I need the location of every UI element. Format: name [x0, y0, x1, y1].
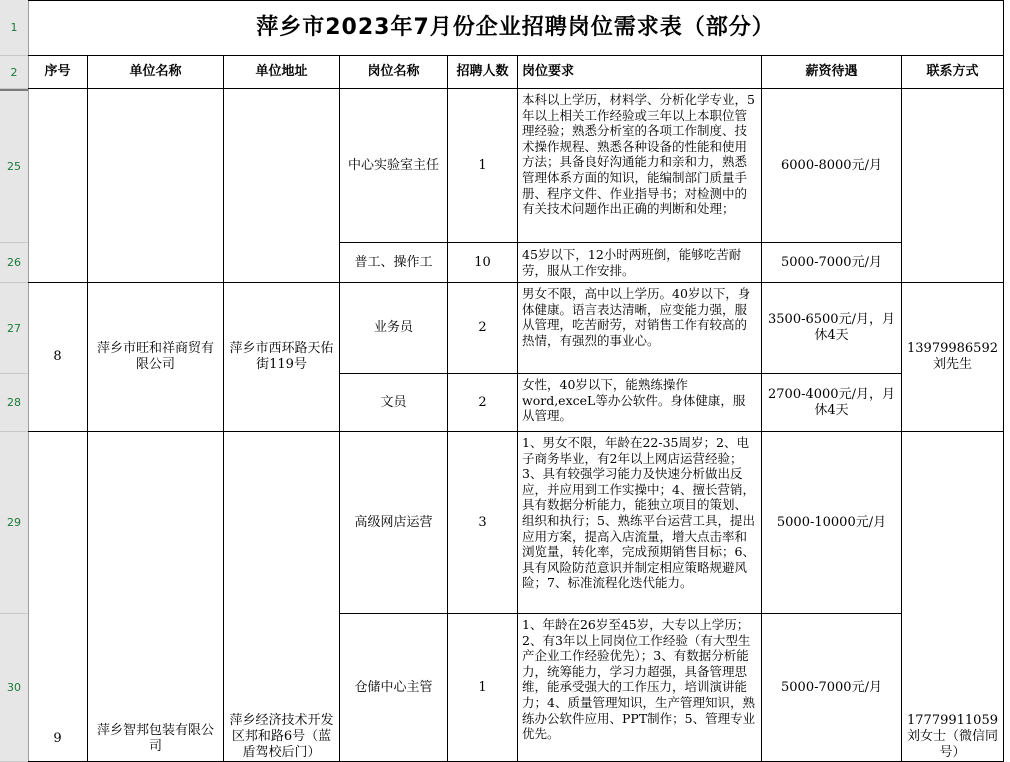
cell-count[interactable]: 10 — [448, 243, 518, 283]
cell-salary[interactable]: 6000-8000元/月 — [762, 89, 902, 243]
cell-position[interactable]: 文员 — [340, 374, 448, 432]
cell-company-prev[interactable] — [88, 89, 224, 283]
header-company[interactable]: 单位名称 — [88, 56, 224, 89]
cell-salary[interactable]: 3500-6500元/月，月休4天 — [762, 283, 902, 374]
cell-position[interactable]: 普工、操作工 — [340, 243, 448, 283]
header-position[interactable]: 岗位名称 — [340, 56, 448, 89]
cell-company[interactable]: 萍乡市旺和祥商贸有限公司 — [88, 283, 224, 432]
cell-requirements[interactable]: 1、男女不限，年龄在22-35周岁；2、电子商务毕业，有2年以上网店运营经验；3、具有较强学习能力及快速分析做出反应，并应用到工作实操中；4、擅长营销，具有数据分析能力，能独立项目的策划、组织和执行；5、熟练平台运营工具，提出应用方案，提高入店流量，增大点击率和浏览量，转化率，完成预期销售目标；6、具有风险防范意识并制定相应策略规避风险；7、标准流程化迭代能力。 — [518, 432, 762, 614]
row-number-26[interactable]: 26 — [0, 243, 28, 283]
cell-salary[interactable]: 5000-7000元/月 — [762, 243, 902, 283]
sheet-title[interactable]: 萍乡市2023年7月份企业招聘岗位需求表（部分） — [28, 0, 1004, 56]
cell-seq[interactable]: 9 — [28, 432, 88, 762]
cell-contact[interactable]: 13979986592刘先生 — [902, 283, 1004, 432]
cell-count[interactable]: 3 — [448, 432, 518, 614]
cell-position[interactable]: 仓储中心主管 — [340, 614, 448, 762]
cell-salary[interactable]: 5000-7000元/月 — [762, 614, 902, 762]
cell-requirements[interactable]: 男女不限，高中以上学历。40岁以下，身体健康。语言表达清晰，应变能力强，服从管理，吃苦耐劳，对销售工作有较高的热情，有强烈的事业心。 — [518, 283, 762, 374]
cell-count[interactable]: 2 — [448, 283, 518, 374]
row-number-27[interactable]: 27 — [0, 283, 28, 374]
row-number-28[interactable]: 28 — [0, 374, 28, 432]
cell-requirements[interactable]: 本科以上学历，材料学、分析化学专业，5年以上相关工作经验或三年以上本职位管理经验；熟悉分析室的各项工作制度、技术操作规程、熟悉各种设备的性能和使用方法；具备良好沟通能力和亲和力，熟悉管理体系方面的知识，能编制部门质量手册、程序文件、作业指导书；对检测中的有关技术问题作出正确的判断和处理； — [518, 89, 762, 243]
cell-seq-prev[interactable] — [28, 89, 88, 283]
cell-position[interactable]: 中心实验室主任 — [340, 89, 448, 243]
header-address[interactable]: 单位地址 — [224, 56, 340, 89]
row-number-25[interactable]: 25 — [0, 89, 28, 243]
row-header-column — [0, 0, 29, 762]
cell-company[interactable]: 萍乡智邦包装有限公司 — [88, 432, 224, 762]
cell-address[interactable]: 萍乡市西环路天佑街119号 — [224, 283, 340, 432]
cell-salary[interactable]: 5000-10000元/月 — [762, 432, 902, 614]
cell-contact-prev[interactable] — [902, 89, 1004, 283]
cell-seq[interactable]: 8 — [28, 283, 88, 432]
row-number-30[interactable]: 30 — [0, 614, 28, 762]
cell-position[interactable]: 高级网店运营 — [340, 432, 448, 614]
spreadsheet-grid — [28, 0, 1010, 762]
row-number-29[interactable]: 29 — [0, 432, 28, 614]
cell-requirements[interactable]: 1、年龄在26岁至45岁，大专以上学历；2、有3年以上同岗位工作经验（有大型生产企业工作经验优先）；3、有数据分析能力，统筹能力，学习力超强，具备管理思维，能承受强大的工作压力，培训演讲能力；4、质量管理知识，生产管理知识，熟练办公软件应用、PPT制作；5、管理专业优先。 — [518, 614, 762, 762]
header-requirements[interactable]: 岗位要求 — [518, 56, 762, 89]
cell-contact[interactable]: 17779911059刘女士（微信同号） — [902, 432, 1004, 762]
header-count[interactable]: 招聘人数 — [448, 56, 518, 89]
header-contact[interactable]: 联系方式 — [902, 56, 1004, 89]
cell-position[interactable]: 业务员 — [340, 283, 448, 374]
cell-count[interactable]: 1 — [448, 614, 518, 762]
cell-count[interactable]: 1 — [448, 89, 518, 243]
cell-address-prev[interactable] — [224, 89, 340, 283]
cell-requirements[interactable]: 女性，40岁以下，能熟练操作word,exceL等办公软件。身体健康，服从管理。 — [518, 374, 762, 432]
row-number-2[interactable]: 2 — [0, 56, 28, 89]
header-seq[interactable]: 序号 — [28, 56, 88, 89]
cell-count[interactable]: 2 — [448, 374, 518, 432]
row-number-1[interactable]: 1 — [0, 0, 28, 56]
cell-salary[interactable]: 2700-4000元/月，月休4天 — [762, 374, 902, 432]
header-salary[interactable]: 薪资待遇 — [762, 56, 902, 89]
cell-address[interactable]: 萍乡经济技术开发区邦和路6号（蓝盾驾校后门） — [224, 432, 340, 762]
cell-requirements[interactable]: 45岁以下，12小时两班倒，能够吃苦耐劳，服从工作安排。 — [518, 243, 762, 283]
